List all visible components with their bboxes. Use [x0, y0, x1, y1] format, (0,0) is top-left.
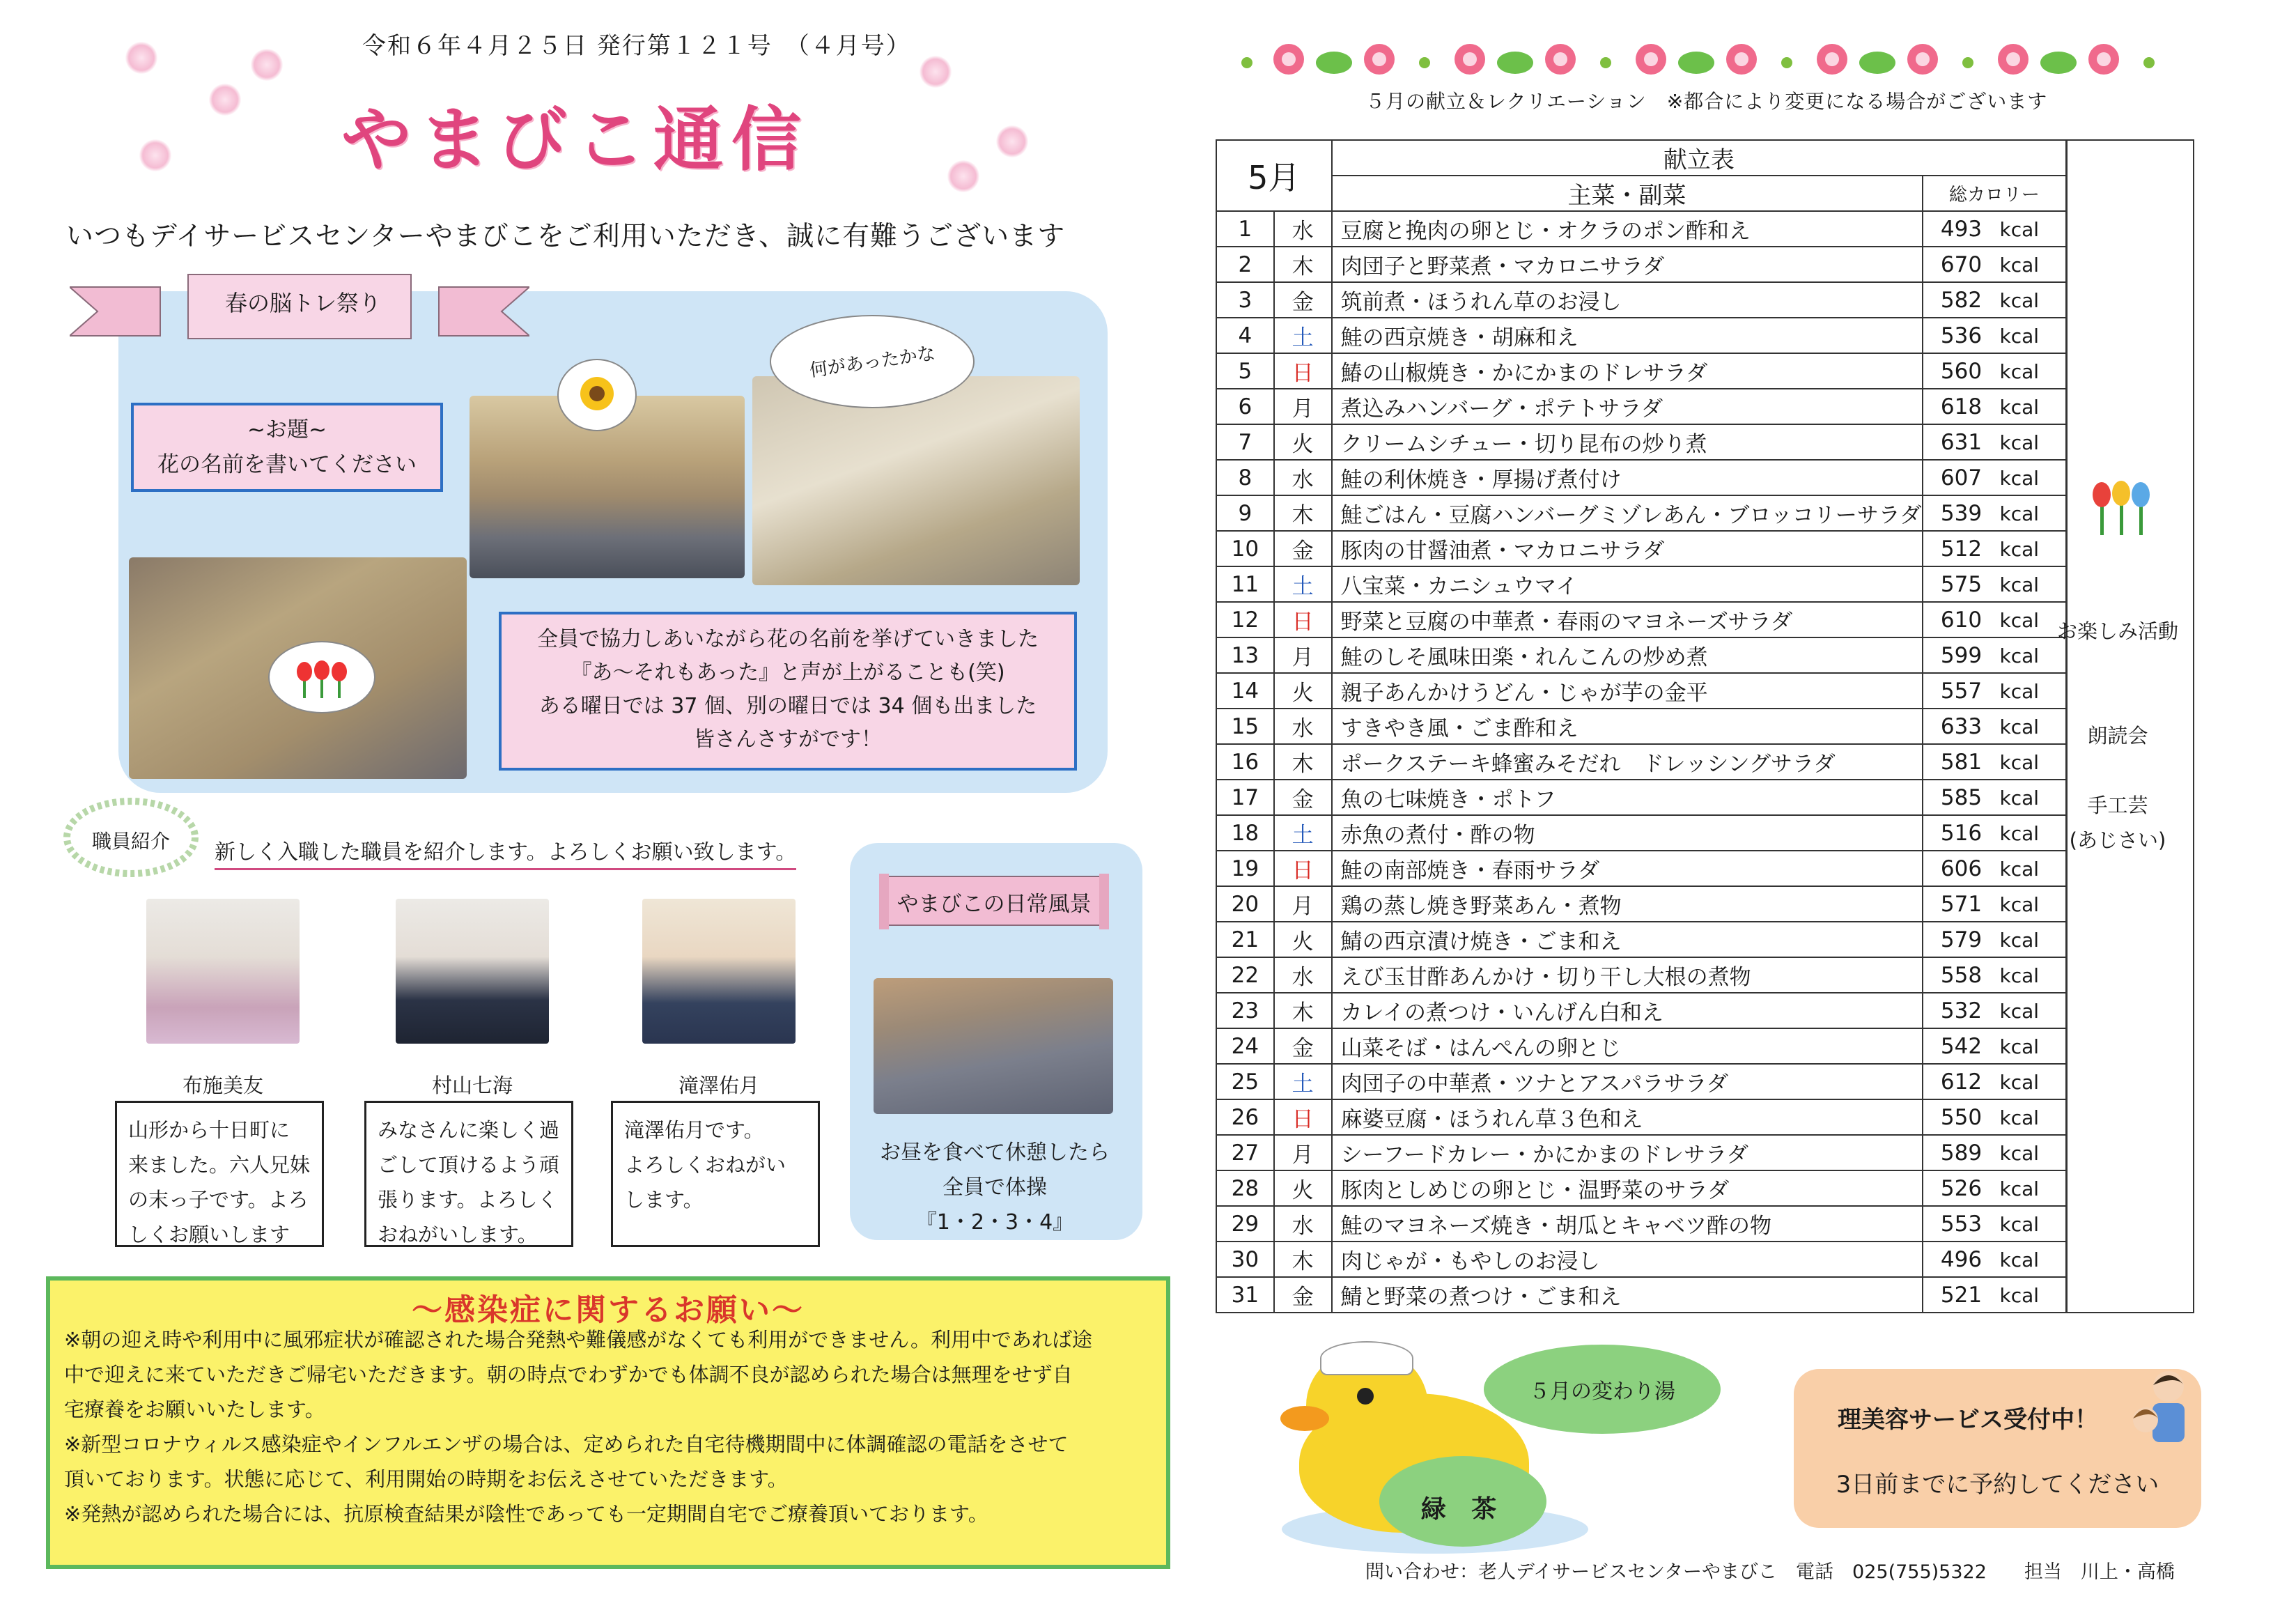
menu-kcal-value: 633: [1940, 713, 1983, 739]
menu-kcal-value: 670: [1940, 252, 1983, 277]
menu-weekday: 木: [1274, 495, 1332, 531]
menu-dish: 鯖の西京漬け焼き・ごま和え: [1332, 922, 1923, 957]
menu-weekday: 土: [1274, 318, 1332, 353]
menu-day: 6: [1216, 389, 1274, 424]
duck-towel: [1320, 1341, 1413, 1375]
menu-kcal-cell: [1923, 282, 2067, 318]
menu-kcal-unit: kcal: [1999, 217, 2040, 241]
menu-kcal-cell: [1923, 211, 2067, 247]
menu-day: 17: [1216, 780, 1274, 815]
activity-item: 手工芸: [2087, 794, 2148, 817]
notice-title: ～感染症に関するお願い～: [412, 1292, 805, 1328]
menu-row: [1216, 957, 2194, 993]
blossom-decoration: [125, 42, 157, 74]
menu-row: [1216, 531, 2194, 566]
menu-day: 4: [1216, 318, 1274, 353]
menu-day: 24: [1216, 1028, 1274, 1064]
menu-kcal-unit: kcal: [1999, 999, 2040, 1023]
menu-kcal-cell: [1923, 353, 2067, 389]
staff-message-line: よろしくおねがい: [624, 1153, 786, 1177]
menu-row: [1216, 389, 2194, 424]
notice-line: ※発熱が認められた場合には、抗原検査結果が陰性であっても一定期間自宅でご療養頂いております。: [64, 1502, 988, 1526]
notice-line: ※朝の迎え時や利用中に風邪症状が確認された場合発熱や難儀感がなくても利用ができません。利用中であれば途: [64, 1328, 1093, 1352]
column-header-kcal: 総カロリー: [1923, 176, 2067, 211]
menu-kcal-cell: [1923, 1242, 2067, 1277]
notice-line: ※新型コロナウィルス感染症やインフルエンザの場合は、定められた自宅待機期間中に体調確認の電話をさせて: [64, 1432, 1069, 1456]
menu-kcal-value: 585: [1940, 784, 1983, 810]
menu-row: [1216, 460, 2194, 495]
event-note-box: [499, 612, 1077, 771]
menu-kcal-unit: kcal: [1999, 786, 2040, 810]
menu-kcal-unit: kcal: [1999, 679, 2040, 703]
menu-day: 8: [1216, 460, 1274, 495]
menu-dish: 鯖と野菜の煮つけ・ごま和え: [1332, 1277, 1923, 1313]
menu-kcal-unit: kcal: [1999, 1035, 2040, 1058]
menu-day: 27: [1216, 1135, 1274, 1170]
activity-item: 朗読会: [2087, 724, 2148, 748]
menu-kcal-value: 612: [1940, 1069, 1983, 1095]
daily-label: やまびこの日常風景: [897, 892, 1092, 917]
menu-kcal-cell: [1923, 851, 2067, 886]
menu-kcal-unit: kcal: [1999, 715, 2040, 738]
menu-day: 18: [1216, 815, 1274, 851]
menu-kcal-unit: kcal: [1999, 1070, 2040, 1094]
menu-kcal-value: 516: [1940, 820, 1983, 846]
menu-kcal-unit: kcal: [1999, 466, 2040, 490]
blossom-decoration: [920, 56, 952, 88]
menu-dish: クリームシチュー・切り昆布の炒り煮: [1332, 424, 1923, 460]
contact-line: 問い合わせ：老人デイサービスセンターやまびこ 電話 025(755)5322 担当 川上・高橋: [1365, 1561, 2175, 1583]
menu-day: 30: [1216, 1242, 1274, 1277]
menu-row: [1216, 1028, 2194, 1064]
menu-kcal-value: 521: [1940, 1282, 1983, 1308]
menu-dish: 豚肉としめじの卵とじ・温野菜のサラダ: [1332, 1170, 1923, 1206]
menu-day: 14: [1216, 673, 1274, 709]
menu-row: [1216, 1099, 2194, 1135]
menu-row: [1216, 211, 2194, 247]
menu-weekday: 月: [1274, 389, 1332, 424]
prompt-title: ~お題~: [247, 417, 327, 442]
month-cell: 5月: [1216, 140, 1332, 211]
menu-kcal-value: 631: [1940, 429, 1983, 455]
menu-weekday: 日: [1274, 851, 1332, 886]
menu-kcal-cell: [1923, 460, 2067, 495]
issue-line: 令和６年４月２５日 発行第１２１号 （４月号）: [362, 32, 911, 60]
menu-kcal-value: 542: [1940, 1033, 1983, 1059]
menu-dish: カレイの煮つけ・いんげん白和え: [1332, 993, 1923, 1028]
menu-kcal-cell: [1923, 318, 2067, 353]
menu-day: 28: [1216, 1170, 1274, 1206]
menu-kcal-cell: [1923, 247, 2067, 282]
duck-eye: [1357, 1388, 1374, 1405]
event-note-line: 『あ～それもあった』と声が上がることも(笑): [571, 660, 1005, 685]
menu-weekday: 月: [1274, 637, 1332, 673]
menu-row: [1216, 1242, 2194, 1277]
menu-day: 2: [1216, 247, 1274, 282]
menu-kcal-value: 526: [1940, 1175, 1983, 1201]
menu-day: 13: [1216, 637, 1274, 673]
menu-dish: 肉じゃが・もやしのお浸し: [1332, 1242, 1923, 1277]
staff-portrait: [146, 899, 300, 1044]
activity-title: お楽しみ活動: [2056, 619, 2178, 643]
menu-row: [1216, 1064, 2194, 1099]
menu-dish: 親子あんかけうどん・じゃが芋の金平: [1332, 673, 1923, 709]
menu-kcal-value: 618: [1940, 394, 1983, 419]
menu-kcal-cell: [1923, 531, 2067, 566]
blossom-decoration: [251, 49, 283, 81]
menu-kcal-unit: kcal: [1999, 1106, 2040, 1129]
menu-kcal-value: 560: [1940, 358, 1983, 384]
staff-message-box: [611, 1101, 820, 1247]
menu-day: 1: [1216, 211, 1274, 247]
hairdresser-icon: [2130, 1366, 2196, 1449]
menu-dish: 魚の七味焼き・ポトフ: [1332, 780, 1923, 815]
menu-dish: 鮭の南部焼き・春雨サラダ: [1332, 851, 1923, 886]
menu-heading: ５月の献立＆レクリエーション ※都合により変更になる場合がございます: [1365, 90, 2048, 113]
menu-kcal-value: 582: [1940, 287, 1983, 313]
menu-weekday: 土: [1274, 815, 1332, 851]
menu-row: [1216, 1170, 2194, 1206]
menu-kcal-cell: [1923, 389, 2067, 424]
menu-dish: 鮭の西京焼き・胡麻和え: [1332, 318, 1923, 353]
menu-row: [1216, 993, 2194, 1028]
menu-kcal-unit: kcal: [1999, 502, 2040, 525]
menu-day: 29: [1216, 1206, 1274, 1242]
menu-dish: 豆腐と挽肉の卵とじ・オクラのポン酢和え: [1332, 211, 1923, 247]
menu-kcal-value: 557: [1940, 678, 1983, 704]
menu-dish: すきやき風・ごま酢和え: [1332, 709, 1923, 744]
menu-row: [1216, 495, 2194, 531]
menu-dish: シーフードカレー・かにかまのドレサラダ: [1332, 1135, 1923, 1170]
menu-kcal-unit: kcal: [1999, 1283, 2040, 1307]
staff-message-line: します。: [624, 1188, 704, 1212]
menu-row: [1216, 282, 2194, 318]
menu-kcal-cell: [1923, 1277, 2067, 1313]
menu-dish: ポークステーキ蜂蜜みそだれ ドレッシングサラダ: [1332, 744, 1923, 780]
staff-message-box: [115, 1101, 324, 1247]
tulip-icon: [2083, 465, 2159, 542]
menu-kcal-cell: [1923, 424, 2067, 460]
menu-row: [1216, 318, 2194, 353]
menu-weekday: 金: [1274, 531, 1332, 566]
staff-message-line: の末っ子です。よろ: [128, 1188, 309, 1212]
menu-row: [1216, 886, 2194, 922]
menu-kcal-value: 607: [1940, 465, 1983, 490]
notice-line: 宅療養をお願いいたします。: [64, 1398, 325, 1421]
menu-dish: 赤魚の煮付・酢の物: [1332, 815, 1923, 851]
menu-kcal-cell: [1923, 993, 2067, 1028]
menu-kcal-unit: kcal: [1999, 288, 2040, 312]
menu-row: [1216, 744, 2194, 780]
menu-kcal-cell: [1923, 673, 2067, 709]
menu-weekday: 水: [1274, 957, 1332, 993]
staff-name: 布施美友: [182, 1074, 263, 1097]
menu-weekday: 木: [1274, 744, 1332, 780]
menu-day: 19: [1216, 851, 1274, 886]
staff-message-line: みなさんに楽しく過: [378, 1118, 560, 1142]
menu-kcal-value: 532: [1940, 998, 1983, 1023]
menu-dish: 八宝菜・カニシュウマイ: [1332, 566, 1923, 602]
menu-kcal-unit: kcal: [1999, 608, 2040, 632]
menu-weekday: 水: [1274, 709, 1332, 744]
newsletter-title: やまびこ通信: [341, 99, 809, 180]
menu-weekday: 月: [1274, 886, 1332, 922]
menu-kcal-value: 496: [1940, 1246, 1983, 1272]
menu-day: 9: [1216, 495, 1274, 531]
menu-weekday: 火: [1274, 922, 1332, 957]
tulip-icon: [270, 642, 374, 712]
menu-kcal-unit: kcal: [1999, 821, 2040, 845]
thought-bubble: [770, 315, 975, 408]
menu-day: 16: [1216, 744, 1274, 780]
menu-weekday: 金: [1274, 282, 1332, 318]
daily-photo-exercise: [874, 978, 1113, 1114]
event-note-line: 全員で協力しあいながら花の名前を挙げていきました: [537, 627, 1039, 651]
menu-day: 11: [1216, 566, 1274, 602]
staff-portrait: [642, 899, 796, 1044]
menu-row: [1216, 353, 2194, 389]
menu-day: 5: [1216, 353, 1274, 389]
event-note-line: ある曜日では 37 個、別の曜日では 34 個も出ました: [538, 694, 1037, 718]
menu-kcal-unit: kcal: [1999, 324, 2040, 348]
menu-weekday: 火: [1274, 1170, 1332, 1206]
menu-kcal-unit: kcal: [1999, 253, 2040, 277]
menu-dish: 鮭のしそ風味田楽・れんこんの炒め煮: [1332, 637, 1923, 673]
blossom-decoration: [139, 139, 171, 171]
staff-message-line: しくお願いします: [128, 1223, 290, 1246]
menu-kcal-unit: kcal: [1999, 644, 2040, 667]
staff-message-box: [364, 1101, 573, 1247]
menu-kcal-unit: kcal: [1999, 1177, 2040, 1200]
menu-dish: 鮭の利休焼き・厚揚げ煮付け: [1332, 460, 1923, 495]
menu-dish: 豚肉の甘醤油煮・マカロニサラダ: [1332, 531, 1923, 566]
menu-weekday: 木: [1274, 1242, 1332, 1277]
notice-line: 中で迎えに来ていただきご帰宅いただきます。朝の時点でわずかでも体調不良が認められた場合は無理をせず自: [64, 1363, 1073, 1386]
menu-dish: えび玉甘酢あんかけ・切り干し大根の煮物: [1332, 957, 1923, 993]
salon-title: 理美容サービス受付中！: [1838, 1406, 2098, 1434]
menu-row: [1216, 1277, 2194, 1313]
menu-kcal-cell: [1923, 1170, 2067, 1206]
menu-kcal-value: 550: [1940, 1104, 1983, 1130]
menu-weekday: 月: [1274, 1135, 1332, 1170]
staff-portrait: [396, 899, 549, 1044]
staff-message-line: 張ります。よろしく: [378, 1188, 558, 1212]
menu-dish: 鮭のマヨネーズ焼き・胡瓜とキャベツ酢の物: [1332, 1206, 1923, 1242]
menu-day: 12: [1216, 602, 1274, 637]
staff-intro: 新しく入職した職員を紹介します。よろしくお願い致します。: [215, 835, 796, 870]
menu-kcal-cell: [1923, 957, 2067, 993]
blossom-decoration: [947, 160, 979, 192]
menu-day: 23: [1216, 993, 1274, 1028]
activity-item-sub: (あじさい): [2069, 828, 2166, 852]
menu-dish: 筑前煮・ほうれん草のお浸し: [1332, 282, 1923, 318]
menu-weekday: 金: [1274, 1277, 1332, 1313]
staff-message-line: 山形から十日町に: [128, 1118, 290, 1142]
column-header-dish: 主菜・副菜: [1332, 176, 1923, 211]
menu-kcal-cell: [1923, 744, 2067, 780]
blossom-decoration: [996, 125, 1028, 157]
menu-kcal-value: 589: [1940, 1140, 1983, 1166]
menu-row: [1216, 1135, 2194, 1170]
prompt-box: [131, 403, 443, 492]
blossom-decoration: [209, 84, 241, 116]
menu-kcal-value: 571: [1940, 891, 1983, 917]
menu-kcal-value: 575: [1940, 571, 1983, 597]
menu-weekday: 日: [1274, 1099, 1332, 1135]
menu-kcal-value: 539: [1940, 500, 1983, 526]
tulip-bubble: [268, 641, 375, 713]
menu-kcal-value: 553: [1940, 1211, 1983, 1237]
staff-message-line: ごして頂けるよう頑: [378, 1153, 560, 1177]
menu-weekday: 日: [1274, 353, 1332, 389]
menu-kcal-cell: [1923, 1028, 2067, 1064]
menu-dish: 山菜そば・はんぺんの卵とじ: [1332, 1028, 1923, 1064]
thought-bubble-text: 何があったかな: [808, 343, 937, 382]
bath-name: 緑 茶: [1420, 1495, 1505, 1524]
menu-dish: 肉団子の中華煮・ツナとアスパラサラダ: [1332, 1064, 1923, 1099]
menu-kcal-cell: [1923, 1206, 2067, 1242]
menu-weekday: 水: [1274, 460, 1332, 495]
menu-kcal-unit: kcal: [1999, 1248, 2040, 1271]
menu-kcal-value: 558: [1940, 962, 1983, 988]
staff-name: 滝澤佑月: [678, 1074, 759, 1097]
bath-title: ５月の変わり湯: [1529, 1379, 1675, 1404]
menu-kcal-unit: kcal: [1999, 431, 2040, 454]
menu-weekday: 木: [1274, 247, 1332, 282]
menu-kcal-unit: kcal: [1999, 892, 2040, 916]
menu-row: [1216, 922, 2194, 957]
menu-kcal-value: 579: [1940, 927, 1983, 952]
menu-day: 20: [1216, 886, 1274, 922]
staff-message-line: 滝澤佑月です。: [624, 1118, 764, 1142]
menu-kcal-unit: kcal: [1999, 857, 2040, 881]
menu-weekday: 水: [1274, 211, 1332, 247]
menu-day: 3: [1216, 282, 1274, 318]
menu-weekday: 金: [1274, 1028, 1332, 1064]
menu-kcal-value: 536: [1940, 323, 1983, 348]
notice-line: 頂いております。状態に応じて、利用開始の時期をお伝えさせていただきます。: [64, 1467, 788, 1491]
menu-weekday: 日: [1274, 602, 1332, 637]
flower-garland: [1226, 35, 2180, 84]
menu-weekday: 火: [1274, 424, 1332, 460]
menu-kcal-unit: kcal: [1999, 395, 2040, 419]
menu-kcal-cell: [1923, 1135, 2067, 1170]
staff-message-line: 来ました。六人兄妹: [128, 1153, 311, 1177]
menu-kcal-cell: [1923, 886, 2067, 922]
menu-day: 15: [1216, 709, 1274, 744]
prompt-text: 花の名前を書いてください: [157, 452, 417, 477]
menu-row: [1216, 851, 2194, 886]
menu-day: 21: [1216, 922, 1274, 957]
salon-subtitle: 3日前までに予約してください: [1836, 1471, 2159, 1499]
sunflower-icon: [559, 360, 635, 430]
menu-kcal-unit: kcal: [1999, 359, 2040, 383]
menu-day: 7: [1216, 424, 1274, 460]
staff-badge-label: 職員紹介: [91, 830, 170, 853]
daily-caption: [855, 1136, 1134, 1240]
menu-dish: 煮込みハンバーグ・ポテトサラダ: [1332, 389, 1923, 424]
daily-caption-line: お昼を食べて休憩したら: [880, 1140, 1110, 1165]
menu-kcal-cell: [1923, 922, 2067, 957]
menu-kcal-value: 512: [1940, 536, 1983, 562]
menu-kcal-cell: [1923, 495, 2067, 531]
menu-kcal-unit: kcal: [1999, 537, 2040, 561]
menu-day: 22: [1216, 957, 1274, 993]
daily-caption-line: 全員で体操: [943, 1175, 1047, 1200]
menu-kcal-unit: kcal: [1999, 1212, 2040, 1236]
event-photo-writing: [752, 376, 1080, 585]
menu-kcal-value: 581: [1940, 749, 1983, 775]
daily-caption-line: 『1・2・3・4』: [915, 1210, 1074, 1235]
menu-weekday: 水: [1274, 1206, 1332, 1242]
greeting-text: いつもデイサービスセンターやまびこをご利用いただき、誠に有難うございます: [66, 221, 1066, 252]
menu-kcal-unit: kcal: [1999, 573, 2040, 596]
menu-day: 25: [1216, 1064, 1274, 1099]
menu-dish: 麻婆豆腐・ほうれん草３色和え: [1332, 1099, 1923, 1135]
menu-kcal-value: 606: [1940, 856, 1983, 881]
menu-kcal-value: 493: [1940, 216, 1983, 242]
menu-kcal-value: 610: [1940, 607, 1983, 633]
menu-dish: 野菜と豆腐の中華煮・春雨のマヨネーズサラダ: [1332, 602, 1923, 637]
menu-kcal-unit: kcal: [1999, 750, 2040, 774]
menu-weekday: 火: [1274, 673, 1332, 709]
staff-message-line: おねがいします。: [378, 1223, 538, 1246]
menu-dish: 鶏の蒸し焼き野菜あん・煮物: [1332, 886, 1923, 922]
menu-kcal-cell: [1923, 566, 2067, 602]
menu-row: [1216, 566, 2194, 602]
menu-row: [1216, 247, 2194, 282]
menu-kcal-unit: kcal: [1999, 1141, 2040, 1165]
menu-weekday: 木: [1274, 993, 1332, 1028]
menu-kcal-unit: kcal: [1999, 928, 2040, 952]
event-ribbon-label: 春の脳トレ祭り: [224, 290, 381, 316]
menu-kcal-value: 599: [1940, 642, 1983, 668]
event-note-line: 皆さんさすがです！: [694, 727, 882, 752]
table-title: 献立表: [1332, 140, 2067, 176]
menu-weekday: 金: [1274, 780, 1332, 815]
menu-row: [1216, 1206, 2194, 1242]
notice-body: [64, 1322, 1161, 1531]
menu-kcal-cell: [1923, 1064, 2067, 1099]
menu-kcal-cell: [1923, 1099, 2067, 1135]
sunflower-bubble: [557, 359, 637, 431]
menu-kcal-unit: kcal: [1999, 964, 2040, 987]
duck-bill: [1280, 1406, 1329, 1431]
menu-day: 10: [1216, 531, 1274, 566]
menu-dish: 鰆の山椒焼き・かにかまのドレサラダ: [1332, 353, 1923, 389]
menu-row: [1216, 424, 2194, 460]
staff-name: 村山七海: [431, 1074, 513, 1097]
menu-day: 31: [1216, 1277, 1274, 1313]
menu-weekday: 土: [1274, 566, 1332, 602]
menu-weekday: 土: [1274, 1064, 1332, 1099]
menu-day: 26: [1216, 1099, 1274, 1135]
menu-dish: 鮭ごはん・豆腐ハンバーグミゾレあん・ブロッコリーサラダ: [1332, 495, 1923, 531]
menu-dish: 肉団子と野菜煮・マカロニサラダ: [1332, 247, 1923, 282]
menu-row: [1216, 673, 2194, 709]
